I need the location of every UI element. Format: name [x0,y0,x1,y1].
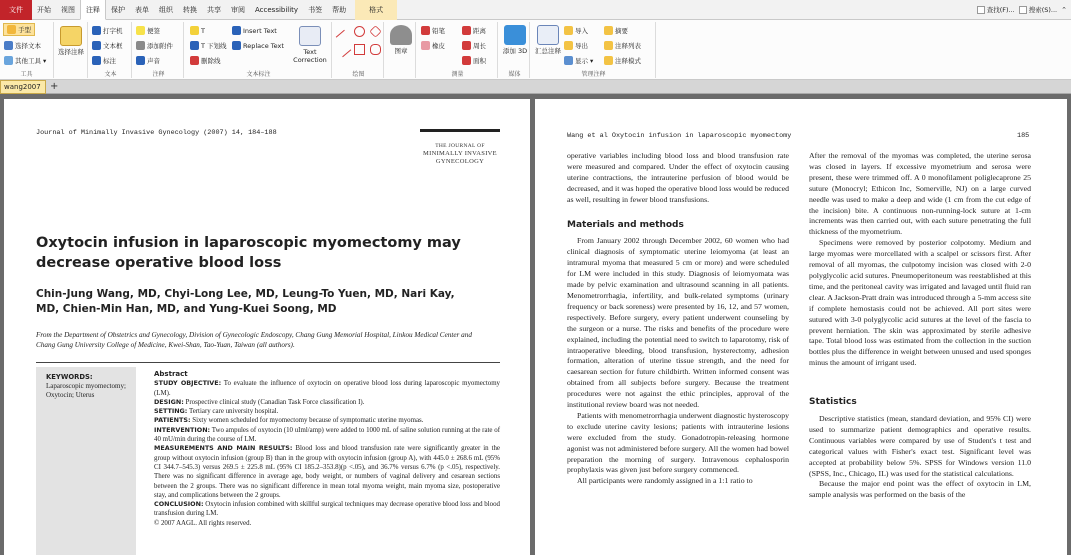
insert-text-label: Insert Text [243,26,277,35]
cloud-icon[interactable] [370,44,381,55]
select-text-button[interactable] [4,39,41,52]
distance-button[interactable] [462,24,486,37]
replace-text-button[interactable] [232,39,284,52]
document-canvas[interactable] [0,95,1071,555]
distance-icon [462,26,471,35]
textbox-button[interactable] [92,39,123,52]
stamp-button[interactable] [388,25,414,55]
eraser-icon [421,41,430,50]
insert-text-button[interactable] [232,24,277,37]
group-select [54,22,88,78]
tab-convert[interactable]: 转换 [183,5,197,14]
area-button[interactable] [462,54,486,67]
summary-label: 汇总注释 [535,47,561,55]
running-head-left: Journal of Minimally Invasive Gynecology (2007) 14, 184–188 [36,129,277,137]
add-3d-label: 添加 3D [502,47,528,55]
paragraph: Because the major end point was the effect of oxytocin in LM, sample analysis was performed on the basis of the [809,479,1031,500]
keywords-title: KEYWORDS: [46,373,93,381]
area-icon [462,56,471,65]
arrow-icon[interactable] [336,42,351,57]
sound-icon [136,56,145,65]
circle-icon[interactable] [354,26,365,37]
tab-organize[interactable]: 组织 [159,5,173,14]
highlight-icon [190,26,199,35]
abstract-title: Abstract [154,370,188,378]
select-annotation-button[interactable] [56,26,86,56]
document-tab-bar [0,80,1071,94]
3d-icon [504,25,526,45]
note-icon [136,26,145,35]
tab-bookmark[interactable]: 书签 [308,5,323,14]
group-tools-label: 工具 [20,71,33,78]
find-icon [977,6,985,14]
callout-label: 标注 [103,57,116,65]
underline-icon [190,41,199,50]
textbox-label: 文本框 [103,42,123,50]
textbox-icon [92,41,101,50]
abstract-patients [154,416,500,425]
keywords-list: Laparoscopic myomectomy; Oxytocin; Uterus [46,382,126,399]
group-markup [186,22,332,78]
abstract-value: Prospective clinical study (Canadian Task Force classification I). [183,398,365,406]
article-affiliation: From the Department of Obstetrics and Gynecology, Division of Gynecologic Endoscopy, Chang Gung Memorial Hospital, Linkou Medical Center and Chang Gung University College of Medicine, Kwei-Shan, Tao-Yuan, Taiwan (all authors). [36,331,472,349]
import-button[interactable] [564,24,588,37]
show-icon [564,56,573,65]
page-number: 185 [1017,132,1030,140]
list-icon [604,41,613,50]
journal-logo [420,129,500,166]
document-tab[interactable]: wang2007 [0,80,46,94]
perimeter-label: 周长 [473,42,486,50]
copyright: © 2007 AAGL. All rights reserved. [154,519,252,527]
group-3d-label: 媒体 [508,71,521,78]
text-correction-icon [299,26,321,46]
highlight-button[interactable] [190,24,205,37]
hand-icon [7,25,16,34]
sound-button[interactable] [136,54,160,67]
perimeter-icon [462,41,471,50]
paragraph: Specimens were removed by posterior colpotomy. Medium and large myomas were morcellated with a scalpel or scissors first. After removal of all myomas, the culpotomy incision was closed with 2-0 polyglycolic acid sutures. Pneumoperitoneum was reestablished at this time, and the peritoneal cavity was irrigated and lavaged until fluid ran clear. A Jackson-Pratt drain was introduced through a 5-mm access site if complete hemostasis could not be achieved. All port sites were sutured with 3-0 polyglycolic acid sutures at the level of the fascia to prevent herniation. The skin was approximated by sterile adhesive tape. Total blood loss was estimated from the collection in the suction bottles plus the difference in weight between unused and used sponges minus the amount of irrigant used. [809,238,1031,368]
summary-button[interactable] [534,25,562,55]
other-tools-button[interactable] [4,54,46,67]
replace-text-label: Replace Text [243,41,284,50]
tab-review[interactable]: 审阅 [231,5,245,14]
area-label: 面积 [473,57,486,65]
abstract-key: STUDY OBJECTIVE: [154,379,222,388]
abstract-intervention [154,426,500,445]
eraser-label: 橡皮 [432,42,445,50]
select-text-icon [4,41,13,50]
eraser-button[interactable] [421,39,445,52]
underline-label: T 下划线 [201,42,227,50]
abstract-key: CONCLUSION: [154,500,204,509]
group-text-label: 文本 [104,71,117,78]
column-right [809,151,1031,501]
group-manage-label: 管理注释 [581,71,606,78]
callout-button[interactable] [92,54,116,67]
list-icon [604,26,613,35]
group-tools [0,22,54,78]
perimeter-button[interactable] [462,39,486,52]
annotation-mode-button[interactable] [604,54,641,67]
export-label: 导出 [575,42,588,50]
group-note-label: 注释 [152,71,165,78]
callout-icon [92,56,101,65]
article-authors: Chin-Jung Wang, MD, Chyi-Long Lee, MD, Leung-To Yuen, MD, Nari Kay, MD, Chien-Min Han, MD, and Yung-Kuei Soong, MD [36,288,455,315]
paragraph: Patients with menometrorrhagia underwent diagnostic hysteroscopy to exclude uterine cavity lesions; patients with intrauterine lesions were excluded from the study. Gonadotropin-releasing hormone agonist was not administered before surgery. All the women had bowel preparation the morning of surgery. Intravenous cephalosporin prophylaxis was given just before surgery commenced. [567,410,789,475]
paragraph: After the removal of the myomas was completed, the uterine serosa was closed in layers. If excessive myometrium and serosa were present, these were trimmed off. A 0 monofilament poliglecaprone 25 suture (Monocryl; Ethicon Inc, Somerville, NJ) on a large curved needle was used to make a deep and wide (1 cm from the cut edge of the incision) bite. A continuous non-running-lock suture at 1-cm increments was then carried out, with each suture penetrating the full thickness of the myometrium. [809,151,1031,237]
abstract-key: MEASUREMENTS AND MAIN RESULTS: [154,444,293,453]
show-label: 显示 [575,57,588,65]
group-draw [334,22,384,78]
tab-share[interactable]: 共享 [207,5,221,14]
tab-format[interactable]: 格式 [355,0,397,20]
search-label: 搜索(S)... [1028,6,1058,14]
text-correction-button[interactable] [290,26,330,64]
stamp-icon [390,25,412,45]
text-correction-label: Text Correction [293,48,327,64]
export-button[interactable] [564,39,588,52]
search-icon [1019,6,1027,14]
abstract-key: DESIGN: [154,397,184,406]
hand-tool-label: 手型 [18,26,31,34]
group-manage [532,22,656,78]
typewriter-icon [92,26,101,35]
attachment-label: 添加附件 [147,42,173,50]
group-measure [418,22,498,78]
typewriter-button[interactable] [92,24,123,37]
abstract-design [154,398,500,407]
running-head-right: Wang et al Oxytocin infusion in laparoscopic myomectomy [567,132,792,140]
group-stamp [386,22,416,78]
strikeout-icon [190,56,199,65]
chevron-up-icon[interactable]: ⌃ [1061,5,1067,14]
abstract-value: Two ampules of oxytocin (10 uIml/amp) were added to 1000 mL of saline solution running at the rate of 40 mU/min during the course of LM. [154,426,500,444]
find-label: 查找(F)... [986,6,1015,14]
tab-file[interactable]: 文件 [0,0,32,20]
stamp-label: 图章 [394,47,408,55]
strikeout-label: 删除线 [201,57,221,65]
tab-help[interactable]: 帮助 [332,5,347,14]
summary-list-label: 摘要 [615,27,628,35]
other-tools-label: 其他工具 [15,57,41,65]
add-3d-button[interactable] [502,25,528,55]
note-button[interactable] [136,24,160,37]
pencil-icon [421,26,430,35]
section-heading-methods: Materials and methods [567,219,684,230]
rectangle-icon[interactable] [354,44,365,55]
paragraph: operative variables including blood loss and blood transfusion rate were measured and compared. Under the effect of oxytocin causing uterine contractions, the intrauterine perfusion of blood would be decreased, and it was hoped the operative blood loss would be reduced as well, resulting in fewer blood transfusions. [567,151,789,204]
section-heading-statistics: Statistics [809,397,857,408]
keywords-box [36,367,136,555]
paragraph: Descriptive statistics (mean, standard deviation, and 95% CI) were used to summarize patient demographics and operative results. Continuous variables were compared by use of Student's t test and categorical values with Fisher's exact test. Significant level was accepted at probability below 5%. SPSS for Windows version 11.0 (SPSS, Inc., Chicago, IL) was used for the statistical calculations. [809,414,1031,478]
search-button[interactable] [1019,5,1057,14]
journal-line-3: GYNECOLOGY [435,158,485,165]
polygon-icon[interactable] [369,25,381,37]
group-text [90,22,132,78]
import-label: 导入 [575,27,588,35]
paragraph: All participants were randomly assigned in a 1:1 ratio to [577,476,753,486]
attachment-icon [136,41,145,50]
highlight-label: T [201,26,205,35]
annotation-list-button[interactable] [604,39,641,52]
pencil-button[interactable] [421,24,445,37]
summary-list-button[interactable] [604,24,628,37]
page-185 [535,99,1067,555]
abstract-value: Tertiary care university hospital. [187,408,279,416]
tab-comment[interactable]: 注释 [80,0,106,20]
chevron-down-icon: ▾ [590,56,594,65]
tab-protect[interactable]: 保护 [111,5,125,14]
group-draw-label: 绘图 [352,71,365,78]
other-tools-icon [4,56,13,65]
abstract-key: PATIENTS: [154,416,191,425]
import-icon [564,26,573,35]
underline-button[interactable] [190,39,227,52]
summary-icon [537,25,559,45]
abstract-value: Blood loss and blood transfusion rate were significantly greater in the group without oxytocin infusion (group B) than in the group with oxytocin infusion (group A), with 445.0 ± 268.6 mL (95% CI 344.7–545.3) versus 269.5 ± 225.8 mL (95% CI 185.2–353.8)(p <.05), and 36.7% versus 6.7% (p <.05), respectively. There was no significant difference in average age, body weight, or numbers of vaginal delivery and cesarean sections between the 2 groups. There was no significant difference in mean total myoma weight, main myoma size, postoperative stay, and complications between the 2 groups. [154,445,500,499]
journal-line-2: MINIMALLY INVASIVE [423,150,497,157]
pencil-label: 铅笔 [432,27,445,35]
sound-label: 声音 [147,57,160,65]
distance-label: 距离 [473,27,486,35]
page-184 [4,99,530,555]
attachment-button[interactable] [136,39,173,52]
tab-view[interactable]: 视图 [61,5,75,14]
note-label: 便签 [147,27,160,35]
journal-line-1: THE JOURNAL OF [435,143,485,149]
abstract-key: SETTING: [154,407,188,416]
abstract-key: INTERVENTION: [154,425,211,434]
abstract [154,370,500,528]
abstract-objective [154,379,500,398]
annotation-list-label: 注释列表 [615,42,641,50]
ribbon [0,20,1071,80]
paragraph: From January 2002 through December 2002, 60 women who had clinical diagnosis of symptomatic uterine leiomyoma (at least an intramural myoma that measured 5 cm or more) and were scheduled for LM were included in this study. Diagnosis of leiomyomata was made by pelvic examination and ultrasound scanning in all patients. Menometrorrhagia, infertility, and bulk-related symptoms (urinary frequency or back soreness) were presented by 16, 12, and 57 women, respectively. Before surgery, every patient underwent counseling by the surgeon or a nurse. The risks and benefits of the procedure were explained, including the potential need to switch to laparotomy, risk of intraoperative bleeding, blood transfusion, hysterectomy, adhesion formation, alteration of uterine tissue strength, and the need for caesarean section for future childbirth. Written informed consent was obtained from all subjects before surgery. Because the treatment procedures were not against the ethic principles, approval of the institutional review board was not needed. [567,236,789,410]
abstract-conclusion [154,500,500,519]
select-annotation-icon [60,26,82,46]
new-tab-button[interactable]: + [50,81,59,92]
select-text-label: 选择文本 [15,42,41,50]
abstract-setting [154,407,500,416]
find-button[interactable] [977,5,1015,14]
replace-text-icon [232,41,241,50]
article-title: Oxytocin infusion in laparoscopic myomectomy may decrease operative blood loss [36,235,461,271]
menubar-right [977,5,1071,14]
hand-tool-button[interactable] [3,23,35,36]
abstract-value: Sixty women scheduled for myomectomy because of symptomatic uterine myomas. [190,417,424,425]
chevron-down-icon: ▾ [43,56,47,65]
menu-bar [0,0,1071,20]
annotation-mode-label: 注释模式 [615,57,641,65]
abstract-results [154,444,500,500]
tab-accessibility[interactable]: Accessibility [255,5,299,14]
group-measure-label: 测量 [451,71,464,78]
tab-home[interactable]: 开始 [37,5,51,14]
group-note [134,22,184,78]
group-3d [500,22,530,78]
group-markup-label: 文本标注 [246,71,271,78]
show-button[interactable] [564,54,593,67]
abstract-value: To evaluate the influence of oxytocin on operative blood loss during laparoscopic myomectomy (LM). [154,380,501,397]
select-annotation-label: 选择注释 [58,48,84,56]
column-left [567,151,789,487]
insert-text-icon [232,26,241,35]
tab-form[interactable]: 表单 [135,5,149,14]
strikeout-button[interactable] [190,54,221,67]
abstract-value: Oxytocin infusion combined with skillful surgical techniques may decrease operative blood loss and blood transfusion during LM. [154,501,500,518]
typewriter-label: 打字机 [103,27,123,35]
export-icon [564,41,573,50]
divider [36,362,500,363]
mode-icon [604,56,613,65]
